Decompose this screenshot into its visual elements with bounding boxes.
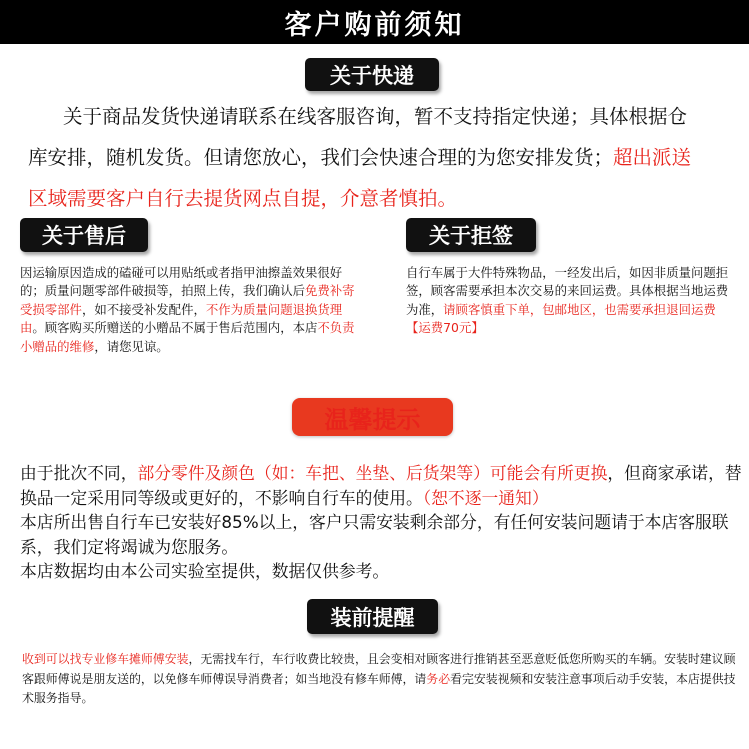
tips-heading: 温馨提示 [292,398,453,436]
tips-no-notice: （恕不逐一通知） [422,487,549,508]
install-find-repairman: 收到可以找专业修车摊师傅安装 [22,652,189,666]
express-line2-warning: 超出派送 [613,146,692,169]
install-text: 收到可以找专业修车摊师傅安装，无需找车行，车行收费比较贵，且会变相对顾客进行推销甚至恶意贬低您所购买的车辆。安装时建议顾客跟师傅说是朋友送的，以免修车师傅误导消费者；如当地没有修车师傅，请务必看完安装视频和安装注意事项后动手安装，本店提供技术服务指导。 [22,652,736,705]
refusal-warning: 请顾客慎重下单，包邮地区，也需要承担退回运费【运费70元】 [406,301,716,336]
refusal-text: 自行车属于大件特殊物品，一经发出后，如因非质量问题拒签，顾客需要承担本次交易的来回运费。具体根据当地运费为准，请顾客慎重下单，包邮地区，也需要承担退回运费【运费70元】 [406,265,729,336]
express-line3-warning: 区域需要客户自行去提货网点自提，介意者慎拍。 [28,187,458,210]
express-line1: 关于商品发货快递请联系在线客服咨询，暂不支持指定快递；具体根据仓 [63,105,688,128]
tips-parts-change: 部分零件及颜色（如：车把、坐垫、后货架等）可能会有所更换 [137,463,608,483]
after-sales-gift-note: 不负责小赠品的维修 [20,320,355,354]
tips-installed-note: 本店所出售自行车已安装好85%以上，客户只需安装剩余部分，有任何安装问题请于本店客服联系，我们定将竭诚为您服务。 [20,512,729,557]
install-must: 务必 [426,671,451,686]
after-sales-no-return: 不作为质量问题退换货理由 [20,301,343,336]
refusal-heading: 关于拒签 [406,218,536,252]
after-sales-text: 因运输原因造成的磕碰可以用贴纸或者指甲油擦盖效果很好的；质量问题零部件破损等，拍照上传，我们确认后免费补寄受损零部件，如不接受补发配件，不作为质量问题退换货理由。顾客购买所赠送的小赠品不属于售后范围内，本店不负责小赠品的维修，请您见谅。 [20,265,355,354]
tips-section [20,461,745,584]
express-line2: 库安排，随机发货。但请您放心，我们会快速合理的为您安排发货； [28,146,614,169]
express-heading: 关于快递 [305,58,439,91]
tips-paragraph: 由于批次不同，部分零件及颜色（如：车把、坐垫、后货架等）可能会有所更换，但商家承诺，替换品一定采用同等级或更好的，不影响自行车的使用。（恕不逐一通知） [20,463,742,508]
page-title: 客户购前须知 [0,0,749,44]
after-sales-free-parts: 免费补寄受损零部件 [20,283,355,317]
install-heading: 装前提醒 [307,599,438,634]
after-sales-heading: 关于售后 [20,218,148,252]
tips-data-note: 本店数据均由本公司实验室提供，数据仅供参考。 [20,561,390,581]
express-section [0,96,749,219]
